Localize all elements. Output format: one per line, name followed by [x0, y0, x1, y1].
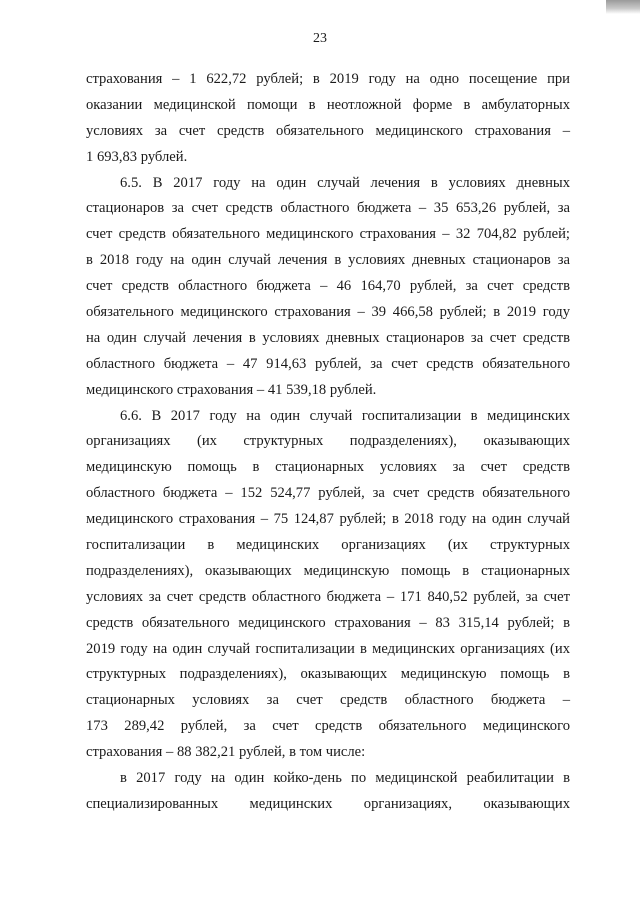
text-line: в 2018 году на один случай лечения в условиях дневных стационаров за — [86, 252, 570, 269]
text-line: специализированных медицинских организациях, оказывающих — [86, 795, 570, 812]
text-line: 173 289,42 рублей, за счет средств обязательного медицинского — [86, 718, 570, 735]
text-line: страхования – 1 622,72 рублей; в 2019 году на одно посещение при — [86, 71, 570, 87]
text-line: условиях за счет средств обязательного медицинского страхования – — [86, 122, 570, 139]
text-line: медицинского страхования – 41 539,18 рублей. — [86, 381, 377, 398]
document-body — [86, 67, 570, 818]
text-line: медицинского страхования – 75 124,87 рублей; в 2018 году на один случай — [86, 511, 570, 528]
text-line: страхования – 88 382,21 рублей, в том числе: — [86, 744, 366, 761]
text-line: стационаров за счет средств областного бюджета – 35 653,26 рублей, за — [86, 200, 570, 217]
text-line: счет средств обязательного медицинского страхования – 32 704,82 рублей; — [86, 226, 570, 243]
text-line: средств обязательного медицинского страхования – 83 315,14 рублей; в — [86, 614, 570, 631]
text-line: медицинскую помощь в стационарных условиях за счет средств — [86, 459, 570, 476]
text-line: 1 693,83 рублей. — [86, 148, 188, 165]
text-line: счет средств областного бюджета – 46 164,70 рублей, за счет средств — [86, 278, 570, 295]
text-line: 6.5. В 2017 году на один случай лечения в условиях дневных — [120, 174, 570, 191]
text-line: обязательного медицинского страхования – 39 466,58 рублей; в 2019 году — [86, 304, 570, 321]
text-line: в 2017 году на один койко-день по медицинской реабилитации в — [120, 770, 570, 787]
paragraph-6-6 — [86, 404, 570, 766]
text-line: условиях за счет средств областного бюджета – 171 840,52 рублей, за счет — [86, 588, 570, 605]
text-line: стационарных условиях за счет средств областного бюджета – — [86, 692, 570, 709]
paragraph-rehabilitation — [86, 766, 570, 818]
scan-corner-mark — [606, 0, 640, 14]
paragraph-6-5 — [86, 171, 570, 404]
text-line: организациях (их структурных подразделениях), оказывающих — [86, 433, 570, 450]
text-line: 2019 году на один случай госпитализации в медицинских организациях (их — [86, 640, 570, 657]
text-line: областного бюджета – 152 524,77 рублей, за счет средств обязательного — [86, 485, 570, 502]
text-line: госпитализации в медицинских организациях (их структурных — [86, 537, 570, 554]
text-line: подразделениях), оказывающих медицинскую помощь в стационарных — [86, 562, 570, 579]
page-number: 23 — [313, 31, 327, 46]
text-line: областного бюджета – 47 914,63 рублей, за счет средств обязательного — [86, 355, 570, 372]
text-line: на один случай лечения в условиях дневных стационаров за счет средств — [86, 329, 570, 346]
text-line: структурных подразделениях), оказывающих медицинскую помощь в — [86, 666, 570, 683]
text-line: 6.6. В 2017 году на один случай госпитализации в медицинских — [120, 407, 570, 424]
paragraph-continuation — [86, 67, 570, 171]
text-line: оказании медицинской помощи в неотложной форме в амбулаторных — [86, 96, 570, 113]
